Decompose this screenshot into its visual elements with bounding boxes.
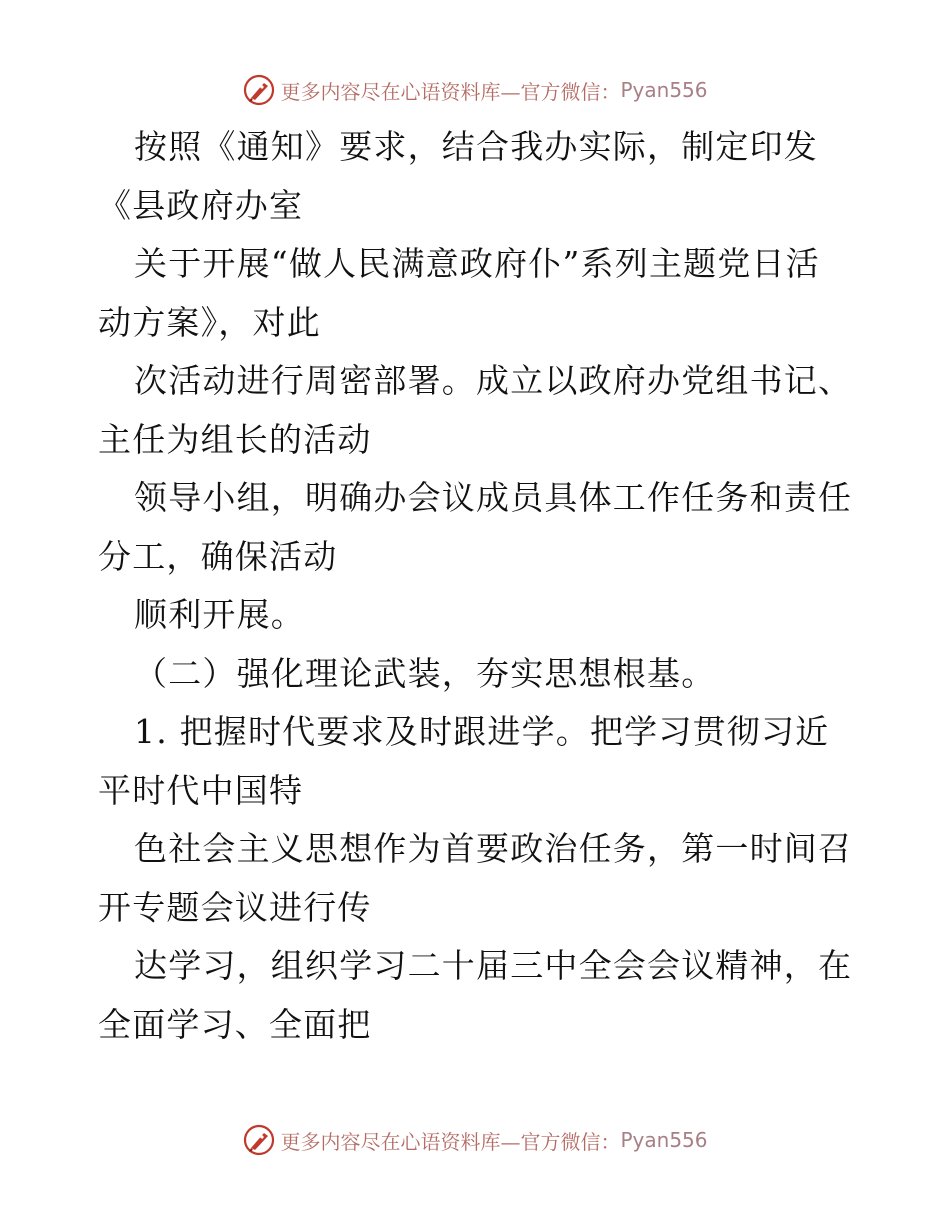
text-line: 《县政府办室 (98, 185, 304, 225)
footer-watermark-inner (242, 1123, 707, 1157)
watermark-text: 更多内容尽在心语资料库—官方微信： (280, 79, 621, 104)
text-line: 关于开展“做人民满意政府仆”系列主题党日活 (134, 244, 820, 283)
footer-watermark (0, 1120, 950, 1160)
section-heading: （二）强化理论武装，夯实思想根基。 (134, 653, 716, 693)
text-line: 色社会主义思想作为首要政治任务，第一时间召 (134, 829, 853, 868)
header-watermark (0, 70, 950, 110)
text-line: 达学习，组织学习二十届三中全会会议精神，在 (134, 946, 853, 985)
text-line: 分工，确保活动 (98, 536, 338, 576)
header-watermark-inner (242, 73, 707, 107)
watermark-wechat-id: Pyan556 (620, 1128, 708, 1152)
text-line: 1. 把握时代要求及时跟进学。把学习贯彻习近 (134, 712, 830, 751)
pen-nib-circle-icon (242, 1123, 276, 1157)
document-body (98, 118, 858, 1054)
text-line: 全面学习、全面把 (98, 1004, 372, 1044)
text-line: 开专题会议进行传 (98, 887, 372, 927)
watermark-wechat-id: Pyan556 (620, 78, 708, 102)
text-line: 动方案》，对此 (98, 302, 321, 342)
watermark-text: 更多内容尽在心语资料库—官方微信： (280, 1129, 621, 1154)
text-line: 平时代中国特 (98, 770, 304, 810)
text-line: 顺利开展。 (134, 595, 305, 634)
text-line: 次活动进行周密部署。成立以政府办党组书记、 (134, 361, 853, 400)
text-line: 按照《通知》要求，结合我办实际，制定印发 (134, 127, 818, 166)
text-line: 主任为组长的活动 (98, 419, 372, 459)
pen-nib-circle-icon (242, 73, 276, 107)
text-line: 领导小组，明确办会议成员具体工作任务和责任 (134, 478, 853, 517)
